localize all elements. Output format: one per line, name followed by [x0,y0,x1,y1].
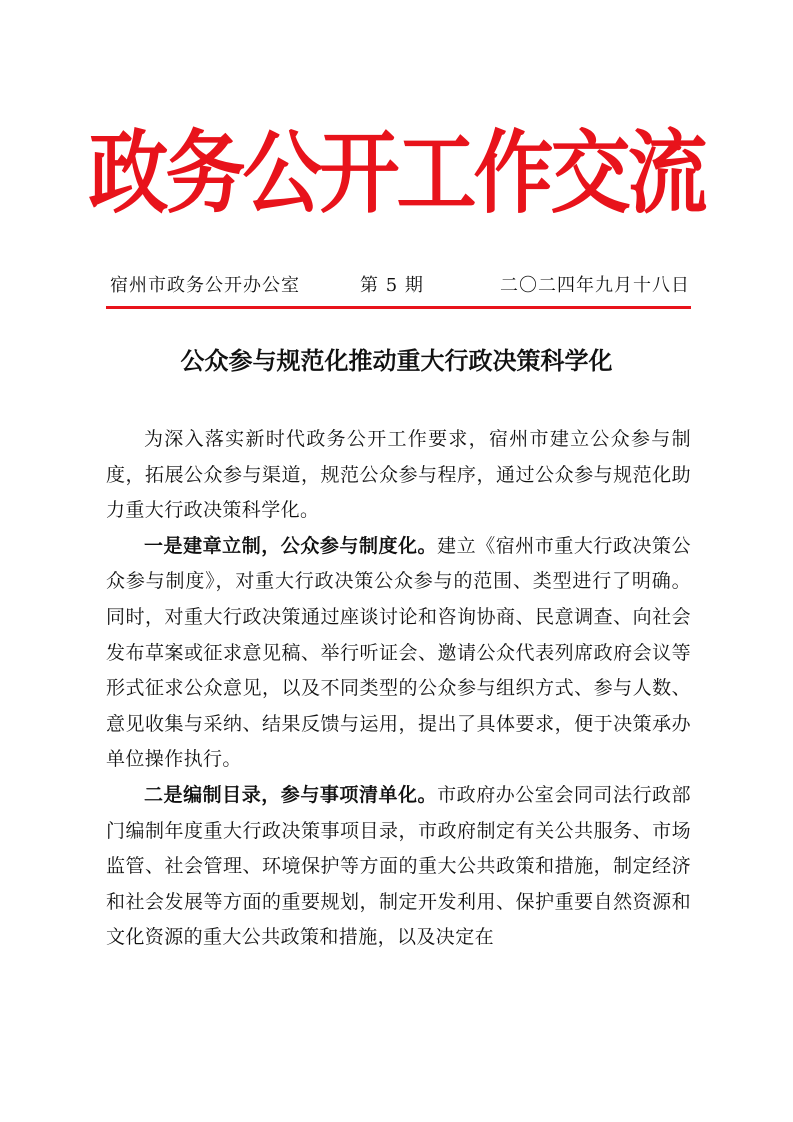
article-title: 公众参与规范化推动重大行政决策科学化 [180,347,613,375]
paragraph-lead: 一是建章立制，公众参与制度化。 [144,534,438,557]
paragraph-text: 为深入落实新时代政务公开工作要求，宿州市建立公众参与制度，拓展公众参与渠道，规范公众参与程序，通过公众参与规范化助力重大行政决策科学化。 [106,428,691,522]
article-body [106,422,691,956]
paragraph-text: 建立《宿州市重大行政决策公众参与制度》，对重大行政决策公众参与的范围、类型进行了明确。同时，对重大行政决策通过座谈讨论和咨询协商、民意调查、向社会发布草案或征求意见稿、举行听证会、邀请公众代表列席政府会议等形式征求公众意见，以及不同类型的公众参与组织方式、参与人数、意见收集与采纳、结果反馈与运用，提出了具体要求，便于决策承办单位操作执行。 [106,534,691,771]
issue-meta-row [110,272,690,300]
issue-date: 二〇二四年九月十八日 [500,275,690,296]
paragraph-1 [106,529,691,778]
red-divider-line [106,306,691,309]
paragraph-intro [106,422,691,529]
issuing-office: 宿州市政务公开办公室 [110,275,300,296]
issue-number: 第 5 期 [360,275,424,296]
masthead-title: 政务公开工作交流 [88,121,705,226]
paragraph-2 [106,778,691,956]
paragraph-text: 市政府办公室会同司法行政部门编制年度重大行政决策事项目录，市政府制定有关公共服务、市场监管、社会管理、环境保护等方面的重大公共政策和措施，制定经济和社会发展等方面的重要规划，制定开发利用、保护重要自然资源和文化资源的重大公共政策和措施，以及决定在 [106,783,691,949]
paragraph-lead: 二是编制目录，参与事项清单化。 [144,783,438,806]
